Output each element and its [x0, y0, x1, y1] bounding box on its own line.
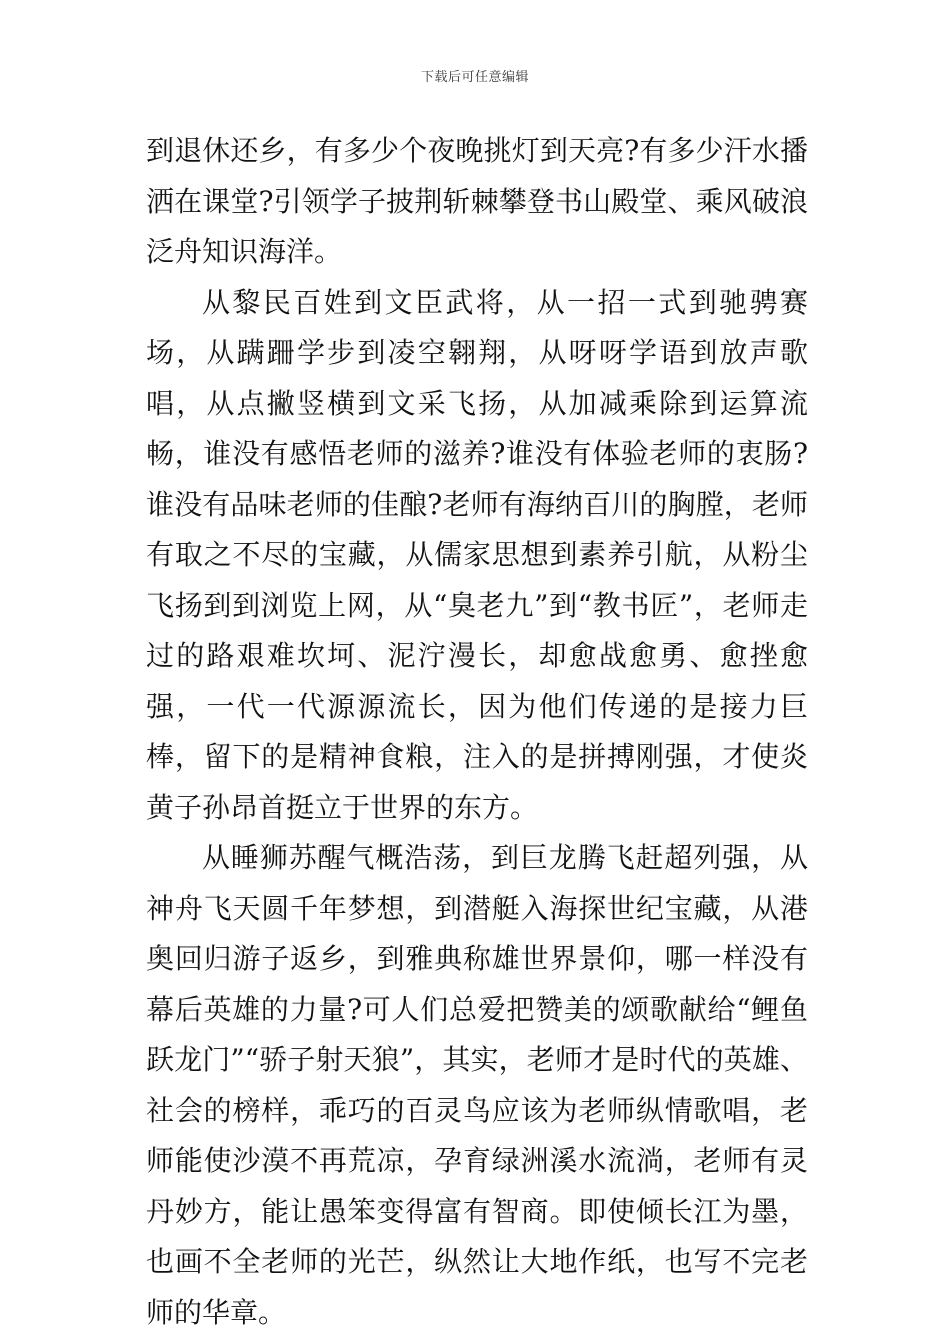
page-header-note: 下载后可任意编辑 — [420, 70, 529, 85]
body-text — [146, 126, 808, 1338]
paragraph-2: 从黎民百姓到文臣武将，从一招一式到驰骋赛场，从蹒跚学步到凌空翱翔，从呀呀学语到放声歌唱，从点撇竖横到文采飞扬，从加减乘除到运算流畅，谁没有感悟老师的滋养?谁没有体验老师的衷肠?谁没有品味老师的佳酿?老师有海纳百川的胸膛，老师有取之不尽的宝藏，从儒家思想到素养引航，从粉尘飞扬到到浏览上网，从“臭老九”到“教书匠”，老师走过的路艰难坎坷、泥泞漫长，却愈战愈勇、愈挫愈强，一代一代源源流长，因为他们传递的是接力巨棒，留下的是精神食粮，注入的是拼搏刚强，才使炎黄子孙昂首挺立于世界的东方。 — [146, 285, 808, 824]
paragraph-3: 从睡狮苏醒气概浩荡，到巨龙腾飞赶超列强，从神舟飞天圆千年梦想，到潜艇入海探世纪宝藏，从港奥回归游子返乡，到雅典称雄世界景仰，哪一样没有幕后英雄的力量?可人们总爱把赞美的颂歌献给“鲤鱼跃龙门”“骄子射天狼”，其实，老师才是时代的英雄、社会的榜样，乖巧的百灵鸟应该为老师纵情歌唱，老师能使沙漠不再荒凉，孕育绿洲溪水流淌，老师有灵丹妙方，能让愚笨变得富有智商。即使倾长江为墨，也画不全老师的光芒，纵然让大地作纸，也写不完老师的华章。 — [146, 841, 808, 1329]
paragraph-1: 到退休还乡，有多少个夜晚挑灯到天亮?有多少汗水播洒在课堂?引领学子披荆斩棘攀登书山殿堂、乘风破浪泛舟知识海洋。 — [146, 134, 808, 268]
